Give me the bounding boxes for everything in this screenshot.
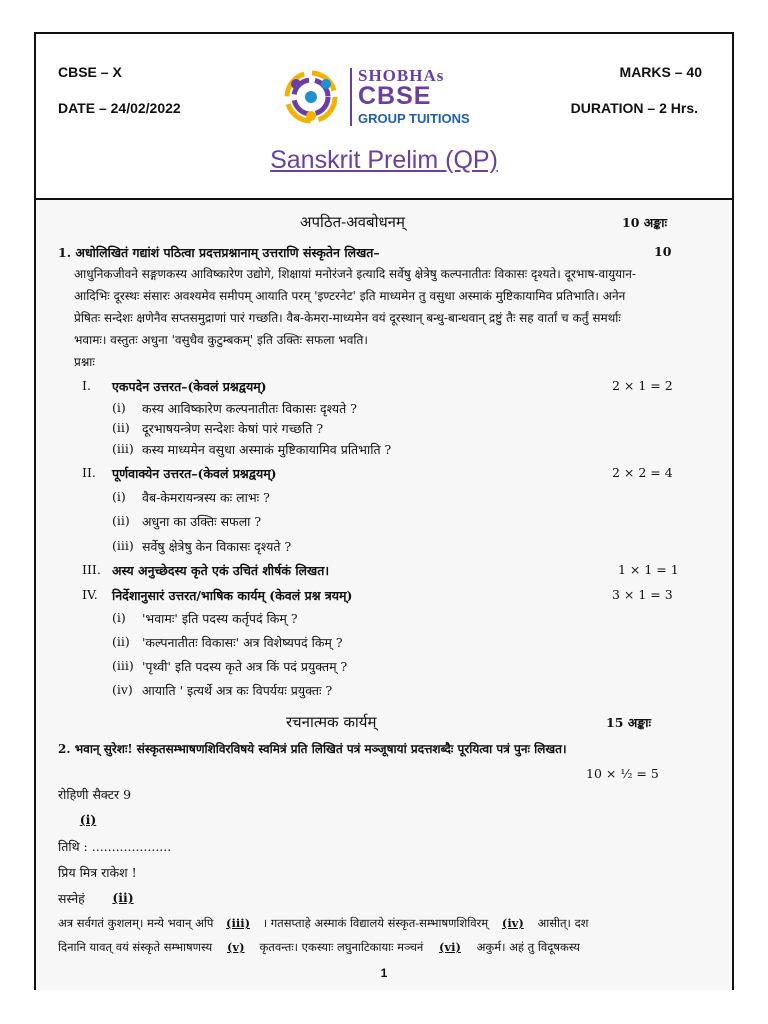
blank-5: (v) bbox=[226, 940, 245, 954]
blank-6: (vi) bbox=[438, 940, 461, 954]
logo-brand: SHOBHAs bbox=[358, 66, 445, 85]
shobhas-logo bbox=[280, 62, 500, 134]
blank-1: (i) bbox=[79, 812, 97, 827]
header bbox=[36, 34, 732, 200]
part-2-q1: वैब-केमरायन्त्रस्य कः लाभः ? bbox=[142, 490, 270, 505]
part-3-number: III. bbox=[82, 562, 101, 577]
letter-greeting: प्रिय मित्र राकेश ! bbox=[58, 865, 137, 880]
part-1-marks: 2 × 1 = 2 bbox=[612, 378, 673, 393]
logo-subtitle: GROUP TUITIONS bbox=[358, 111, 470, 126]
question-2: 2. भवान् सुरेशः! संस्कृतसम्भाषणशिविरविषये स्वमित्रं प्रति लिखितं पत्रं मञ्जूषायां प्रदत्तशब्दैः पूरयित्वा पत्रं पुनः लिखत। bbox=[58, 742, 567, 756]
date-label: DATE – 24/02/2022 bbox=[58, 100, 181, 116]
logo-cbse: CBSE bbox=[358, 82, 432, 110]
duration-label: DURATION – 2 Hrs. bbox=[570, 100, 698, 116]
logo-divider bbox=[350, 68, 352, 126]
part-4-q2-num: (ii) bbox=[112, 634, 130, 649]
marks-label: MARKS – 40 bbox=[619, 64, 702, 80]
part-1-q3: कस्य माध्यमेन वसुधा अस्माकं मुष्टिकायामिव प्रतिभाति ? bbox=[142, 442, 392, 457]
section-heading-creative: रचनात्मक कार्यम् bbox=[286, 713, 377, 731]
part-1-q3-num: (iii) bbox=[112, 441, 134, 456]
question-1: 1. अधोलिखितं गद्यांशं पठित्वा प्रदत्तप्रश्नानाम् उत्तराणि संस्कृतेन लिखत– bbox=[58, 245, 380, 260]
section-marks-unseen: 10 अङ्काः bbox=[622, 215, 667, 230]
logo-emblem-icon bbox=[280, 66, 342, 128]
letter-address: रोहिणी सैक्टर 9 bbox=[58, 787, 132, 802]
page-number: 1 bbox=[380, 966, 388, 980]
section-marks-creative: 15 अङ्काः bbox=[606, 715, 651, 730]
blank-2: (ii) bbox=[112, 890, 134, 905]
part-4-q4-num: (iv) bbox=[112, 682, 133, 697]
part-4-q3: 'पृथ्वी' इति पदस्य कृते अत्र किं पदं प्रयुक्तम् ? bbox=[142, 659, 348, 674]
question-2-marks: 10 × ½ = 5 bbox=[586, 766, 659, 781]
part-1-q1: कस्य आविष्कारेण कल्पनातीतः विकासः दृश्यते ? bbox=[142, 401, 357, 416]
page-frame bbox=[34, 32, 734, 990]
part-4-q4: आयाति ' इत्यर्थे अत्र कः विपर्ययः प्रयुक्तः ? bbox=[142, 683, 333, 698]
part-1-number: I. bbox=[82, 378, 91, 393]
part-2-marks: 2 × 2 = 4 bbox=[612, 465, 673, 480]
class-label: CBSE – X bbox=[58, 64, 122, 80]
part-4-marks: 3 × 1 = 3 bbox=[612, 587, 673, 602]
part-2-instruction: पूर्णवाक्येन उत्तरत–(केवलं प्रश्नद्वयम्) bbox=[112, 466, 277, 481]
part-1-q2-num: (ii) bbox=[112, 420, 130, 435]
part-2-q3-num: (iii) bbox=[112, 538, 134, 553]
prashnah-label: प्रश्नाः bbox=[74, 355, 95, 369]
part-3-marks: 1 × 1 = 1 bbox=[618, 562, 679, 577]
passage-line-2: आदिभिः दूरस्थः संसारः अवश्यमेव समीपम् आयाति परम् 'इण्टरनेट' इति माध्यमेन तु वसुधा अस्माकं मुष्टिकायामिव प्रतिभाति। अनेन bbox=[74, 289, 626, 303]
passage-line-1: आधुनिकजीवने सङ्गणकस्य आविष्कारेण उद्योगे, शिक्षायां मनोरंजने इत्यादि सर्वेषु क्षेत्रेषु कल्पनातीतः विकासः दृश्यते। दूरभाष-वायुयान- bbox=[74, 267, 636, 281]
part-1-q1-num: (i) bbox=[112, 400, 126, 415]
part-4-number: IV. bbox=[82, 587, 98, 602]
question-paper-body bbox=[36, 200, 732, 990]
blank-4: (iv) bbox=[501, 916, 524, 930]
part-2-q2: अधुना का उक्तिः सफला ? bbox=[142, 514, 262, 529]
section-heading-unseen: अपठित-अवबोधनम् bbox=[300, 213, 405, 231]
question-1-marks: 10 bbox=[654, 244, 672, 259]
letter-date: तिथि : .................... bbox=[58, 839, 172, 854]
part-4-q1-num: (i) bbox=[112, 610, 126, 625]
part-1-instruction: एकपदेन उत्तरत–(केवलं प्रश्नद्वयम्) bbox=[112, 379, 267, 394]
passage-line-3: प्रेषितः सन्देशः क्षणेनैव सप्तसमुद्राणां पारं गच्छति। वैब-केमरा-माध्यमेन वयं दूरस्थान् बन्धु-बान्धवान् द्रष्टुं तैः सह वार्तां च कर्तुं समर्थाः bbox=[74, 311, 621, 325]
blank-3: (iii) bbox=[226, 916, 251, 930]
part-3-instruction: अस्य अनुच्छेदस्य कृते एकं उचितं शीर्षकं लिखत। bbox=[112, 563, 330, 578]
page-title: Sanskrit Prelim (QP) bbox=[270, 146, 498, 174]
part-2-q1-num: (i) bbox=[112, 489, 126, 504]
part-2-q3: सर्वेषु क्षेत्रेषु केन विकासः दृश्यते ? bbox=[142, 539, 292, 554]
part-4-q1: 'भवामः' इति पदस्य कर्तृपदं किम् ? bbox=[142, 611, 298, 626]
letter-line-2: दिनानि यावत् वयं संस्कृते सम्भाषणस्य (v) कृतवन्तः। एकस्याः लघुनाटिकायाः मञ्चनं (vi) अकुर्म। अहं तु विदूषकस्य bbox=[58, 940, 580, 954]
letter-sasneham: सस्नेहं bbox=[58, 891, 85, 906]
part-1-q2: दूरभाषयन्त्रेण सन्देशः केषां पारं गच्छति ? bbox=[142, 421, 324, 436]
part-4-instruction: निर्देशानुसारं उत्तरत/भाषिक कार्यम् (केवलं प्रश्न त्रयम्) bbox=[112, 588, 353, 603]
part-4-q2: 'कल्पनातीतः विकासः' अत्र विशेष्यपदं किम् ? bbox=[142, 635, 343, 650]
part-2-q2-num: (ii) bbox=[112, 513, 130, 528]
passage-line-4: भवामः। वस्तुतः अधुना 'वसुधैव कुटुम्बकम्' इति उक्तिः सफला भवति। bbox=[74, 333, 368, 347]
letter-line-1: अत्र सर्वगतं कुशलम्। मन्ये भवान् अपि (iii) । गतसप्ताहे अस्माकं विद्यालये संस्कृत-सम्भाषणशिविरम् (iv) आसीत्। दश bbox=[58, 916, 589, 930]
part-4-q3-num: (iii) bbox=[112, 658, 134, 673]
part-2-number: II. bbox=[82, 465, 96, 480]
